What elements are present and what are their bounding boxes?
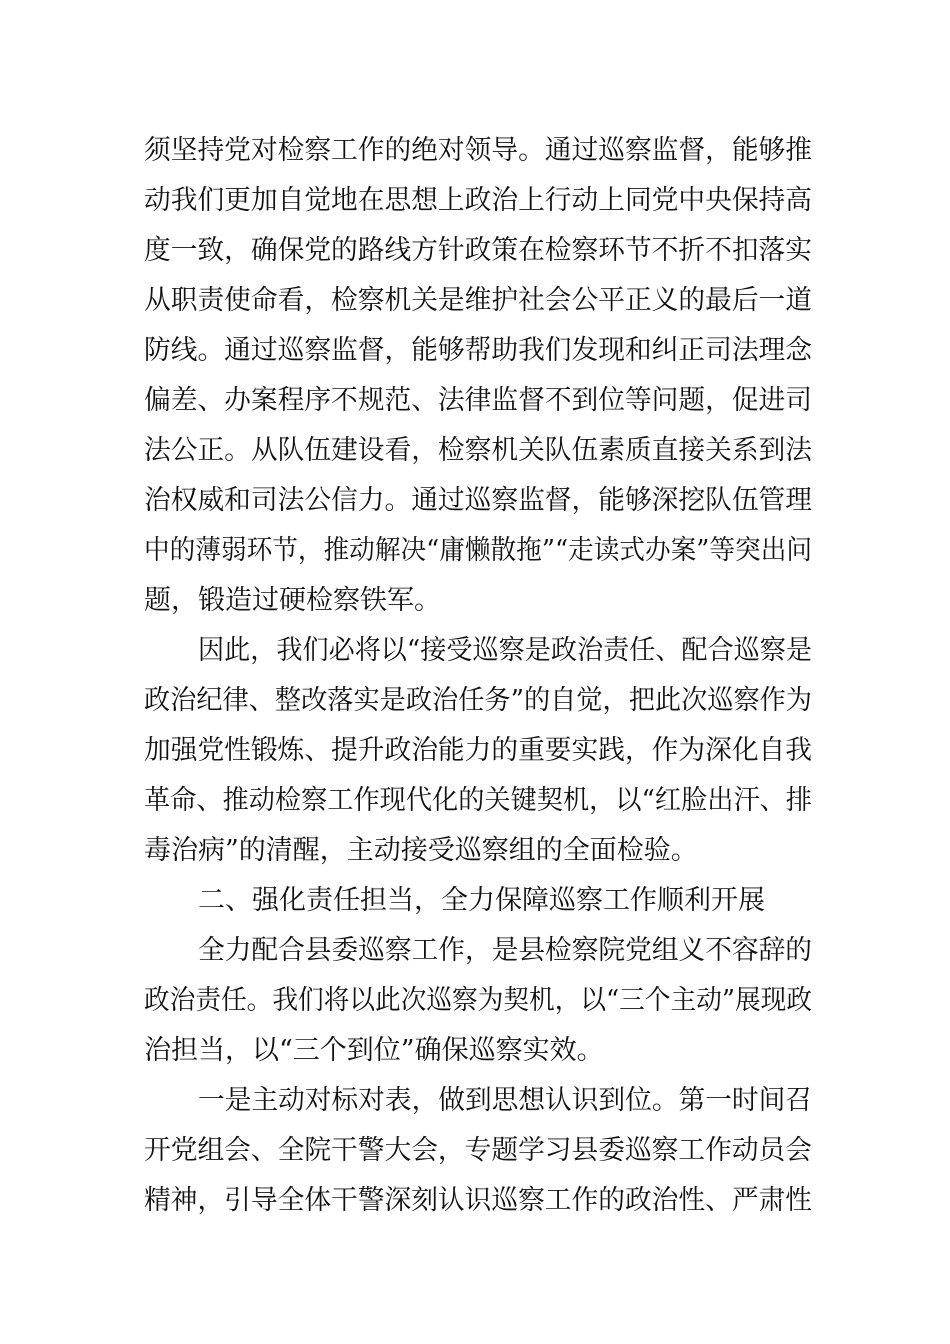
- text-line: 法公正。从队伍建设看，检察机关队伍素质直接关系到法: [144, 435, 812, 466]
- text-line: 治担当，以“三个到位”确保巡察实效。: [144, 1035, 604, 1066]
- text-line: 加强党性锻炼、提升政治能力的重要实践，作为深化自我: [144, 735, 812, 766]
- text-line: 精神，引导全体干警深刻认识巡察工作的政治性、严肃性: [144, 1185, 812, 1216]
- text-line: 革命、推动检察工作现代化的关键契机，以“红脸出汗、排: [144, 785, 812, 816]
- text-line: 一是主动对标对表，做到思想认识到位。第一时间召: [198, 1085, 812, 1116]
- text-line: 政治纪律、整改落实是政治任务”的自觉，把此次巡察作为: [144, 685, 812, 716]
- text-line: 全力配合县委巡察工作，是县检察院党组义不容辞的: [198, 935, 812, 966]
- text-line: 因此，我们必将以“接受巡察是政治责任、配合巡察是: [198, 635, 812, 666]
- text-line: 偏差、办案程序不规范、法律监督不到位等问题，促进司: [144, 385, 812, 416]
- text-line: 毒治病”的清醒，主动接受巡察组的全面检验。: [144, 835, 698, 866]
- text-line: 防线。通过巡察监督，能够帮助我们发现和纠正司法理念: [144, 335, 812, 366]
- text-line: 须坚持党对检察工作的绝对领导。通过巡察监督，能够推: [144, 135, 812, 166]
- document-body: [144, 126, 812, 1226]
- text-line: 开党组会、全院干警大会，专题学习县委巡察工作动员会: [144, 1135, 812, 1166]
- text-line: 治权威和司法公信力。通过巡察监督，能够深挖队伍管理: [144, 485, 812, 516]
- text-line: 从职责使命看，检察机关是维护社会公平正义的最后一道: [144, 285, 812, 316]
- text-line: 动我们更加自觉地在思想上政治上行动上同党中央保持高: [144, 185, 812, 216]
- text-line: 二、强化责任担当，全力保障巡察工作顺利开展: [198, 885, 765, 916]
- text-line: 政治责任。我们将以此次巡察为契机，以“三个主动”展现政: [144, 985, 812, 1016]
- text-line: 度一致，确保党的路线方针政策在检察环节不折不扣落实: [144, 235, 812, 266]
- text-line: 题，锻造过硬检察铁军。: [144, 585, 441, 616]
- text-line: 中的薄弱环节，推动解决“庸懒散拖”“走读式办案”等突出问: [144, 535, 812, 566]
